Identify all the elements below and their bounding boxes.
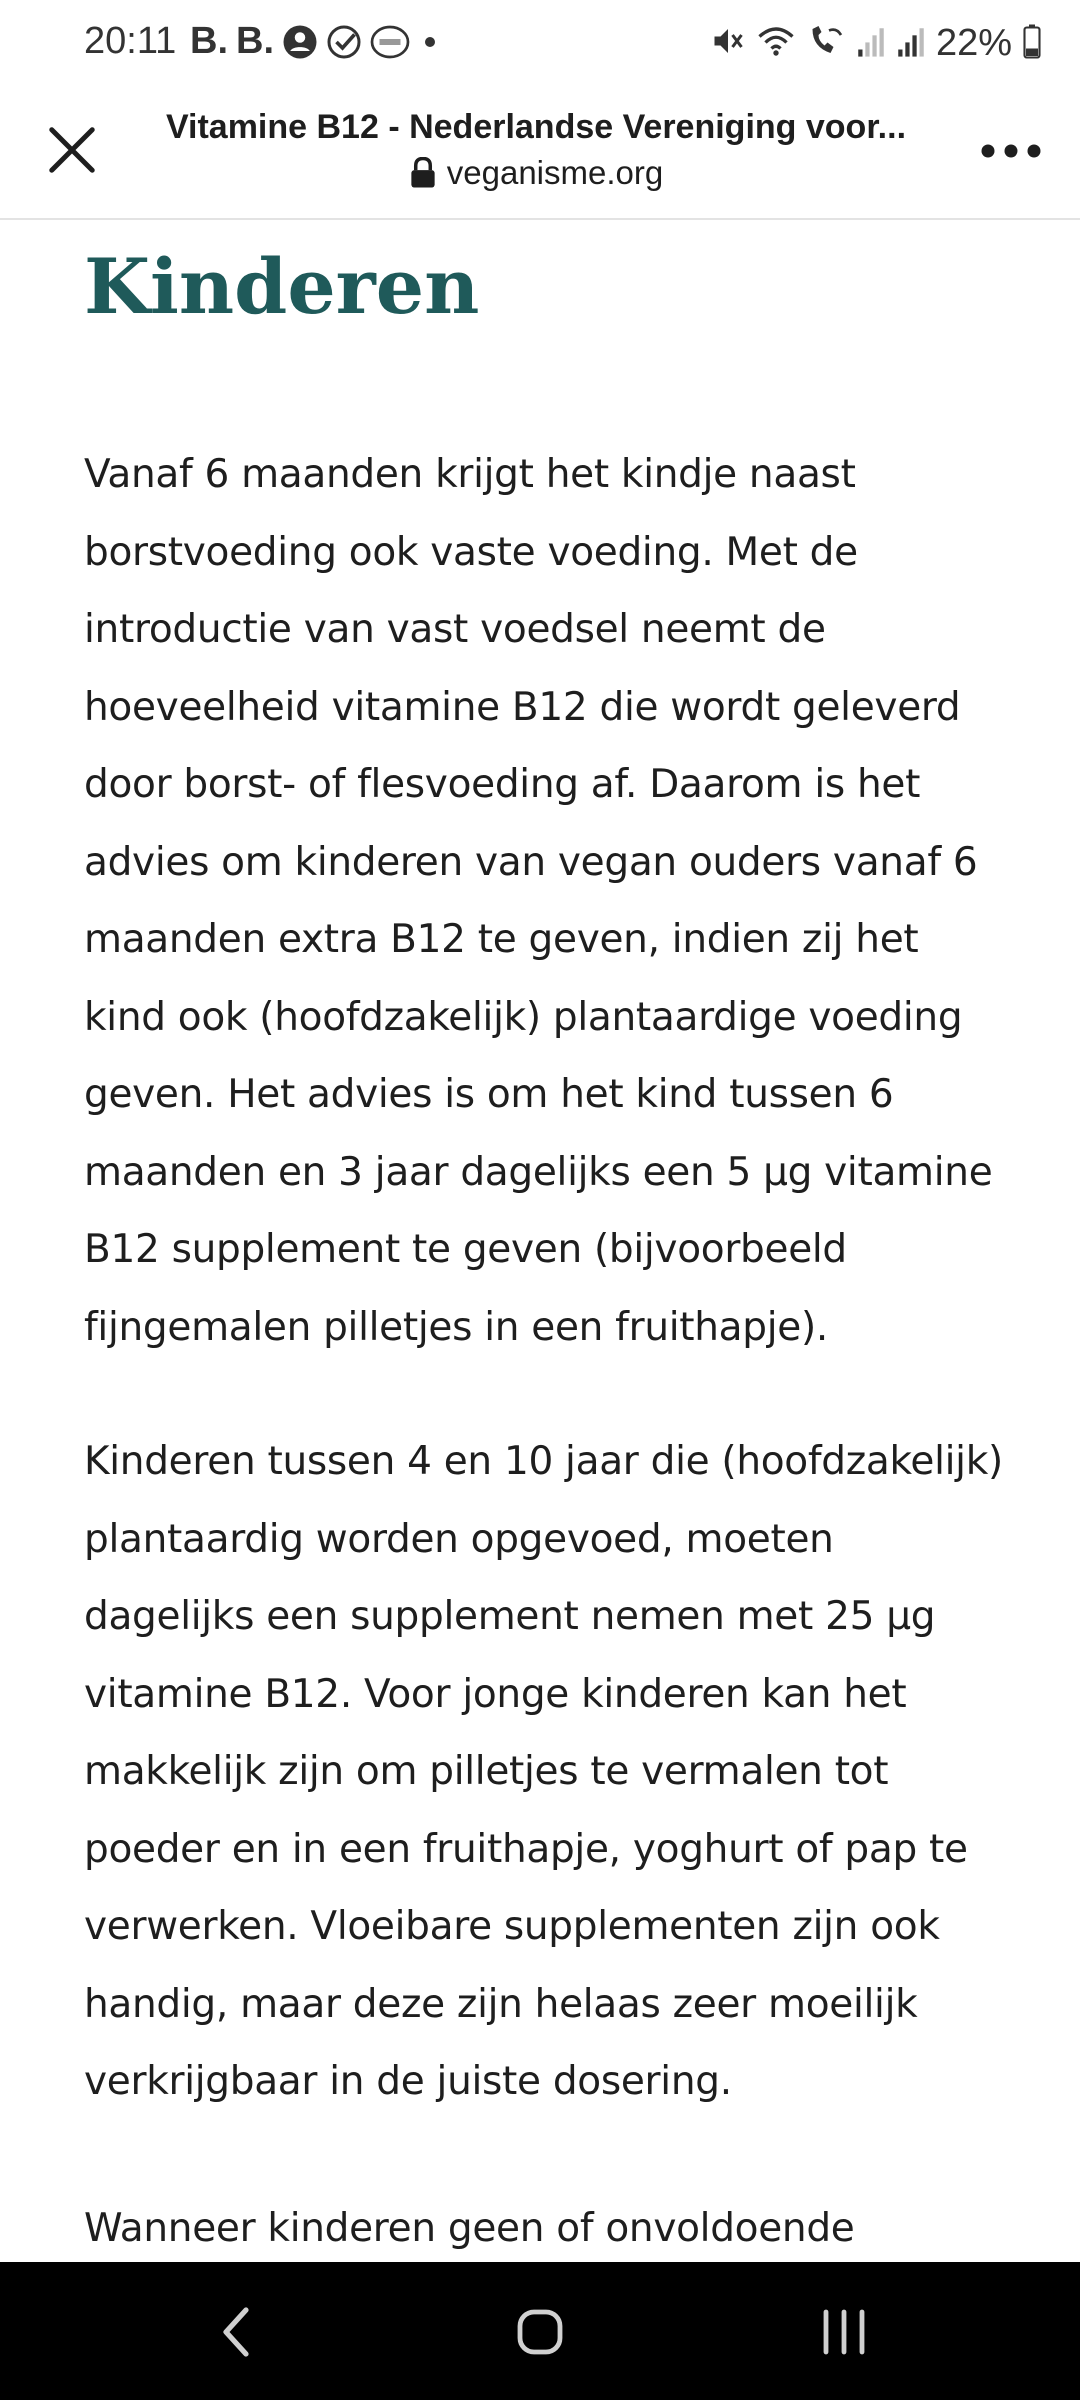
wifi-icon — [756, 23, 796, 64]
more-options-button[interactable] — [974, 126, 1048, 176]
more-horizontal-icon — [980, 143, 1042, 159]
article-paragraph: Vanaf 6 maanden krijgt het kindje naast borstvoeding ook vaste voeding. Met de introductie van vast voedsel neemt de hoeveelheid vitamine B12 die wordt geleverd door borst- of flesvoeding af. Daarom is het advies om kinderen van vegan ouders vanaf 6 maanden extra B12 te geven, indien zij het kind ook (hoofdzakelijk) plantaardige voeding geven. Het advies is om het kind tussen 6 maanden en 3 jaar dagelijks een 5 µg vitamine B12 supplement te geven (bijvoorbeeld fijngemalen pilletjes in een fruithapje). — [84, 452, 993, 1350]
status-time: 20:11 — [84, 20, 177, 62]
status-notification-icons — [190, 20, 442, 63]
status-bar — [0, 0, 1080, 92]
dot-icon — [418, 30, 442, 54]
close-button[interactable] — [40, 118, 104, 182]
home-button[interactable] — [500, 2292, 580, 2372]
recents-icon — [818, 2308, 870, 2356]
signal-weak-icon — [856, 24, 886, 63]
url-text: veganisme.org — [446, 154, 664, 191]
web-content[interactable] — [0, 220, 1080, 2260]
section-heading: Kinderen — [84, 242, 480, 331]
status-system-icons — [710, 22, 1042, 65]
battery-icon — [1022, 23, 1042, 64]
page-title: Vitamine B12 - Nederlandse Vereniging voor... — [165, 108, 907, 146]
postnl-icon — [370, 24, 410, 60]
mute-icon — [710, 23, 746, 64]
home-icon — [514, 2306, 566, 2358]
url-row — [146, 152, 926, 194]
notification-b-icon: B. — [190, 20, 228, 62]
article-paragraph: Kinderen tussen 4 en 10 jaar die (hoofdzakelijk) plantaardig worden opgevoed, moeten dagelijks een supplement nemen met 25 µg vitamine B12. Voor jonge kinderen kan het makkelijk zijn om pilletjes te vermalen tot poeder en in een fruithapje, yoghurt of pap te verwerken. Vloeibare supplementen zijn ook handig, maar deze zijn helaas zeer moeilijk verkrijgbaar in de juiste dosering. — [84, 1439, 1003, 2104]
browser-header — [0, 92, 1080, 220]
article-paragraph: Wanneer kinderen geen of onvoldoende — [84, 2206, 855, 2251]
recents-button[interactable] — [804, 2292, 884, 2372]
navigation-bar — [0, 2262, 1080, 2400]
wifi-calling-icon — [806, 23, 846, 64]
notification-b-icon: B. — [236, 20, 274, 62]
lock-icon — [409, 157, 437, 189]
account-circle-icon — [282, 24, 318, 60]
page-title-block[interactable] — [146, 104, 926, 194]
back-button[interactable] — [196, 2292, 276, 2372]
back-chevron-icon — [216, 2304, 256, 2360]
close-icon — [45, 123, 99, 177]
check-circle-icon — [326, 24, 362, 60]
battery-percent: 22% — [935, 22, 1012, 64]
signal-icon — [896, 24, 926, 63]
